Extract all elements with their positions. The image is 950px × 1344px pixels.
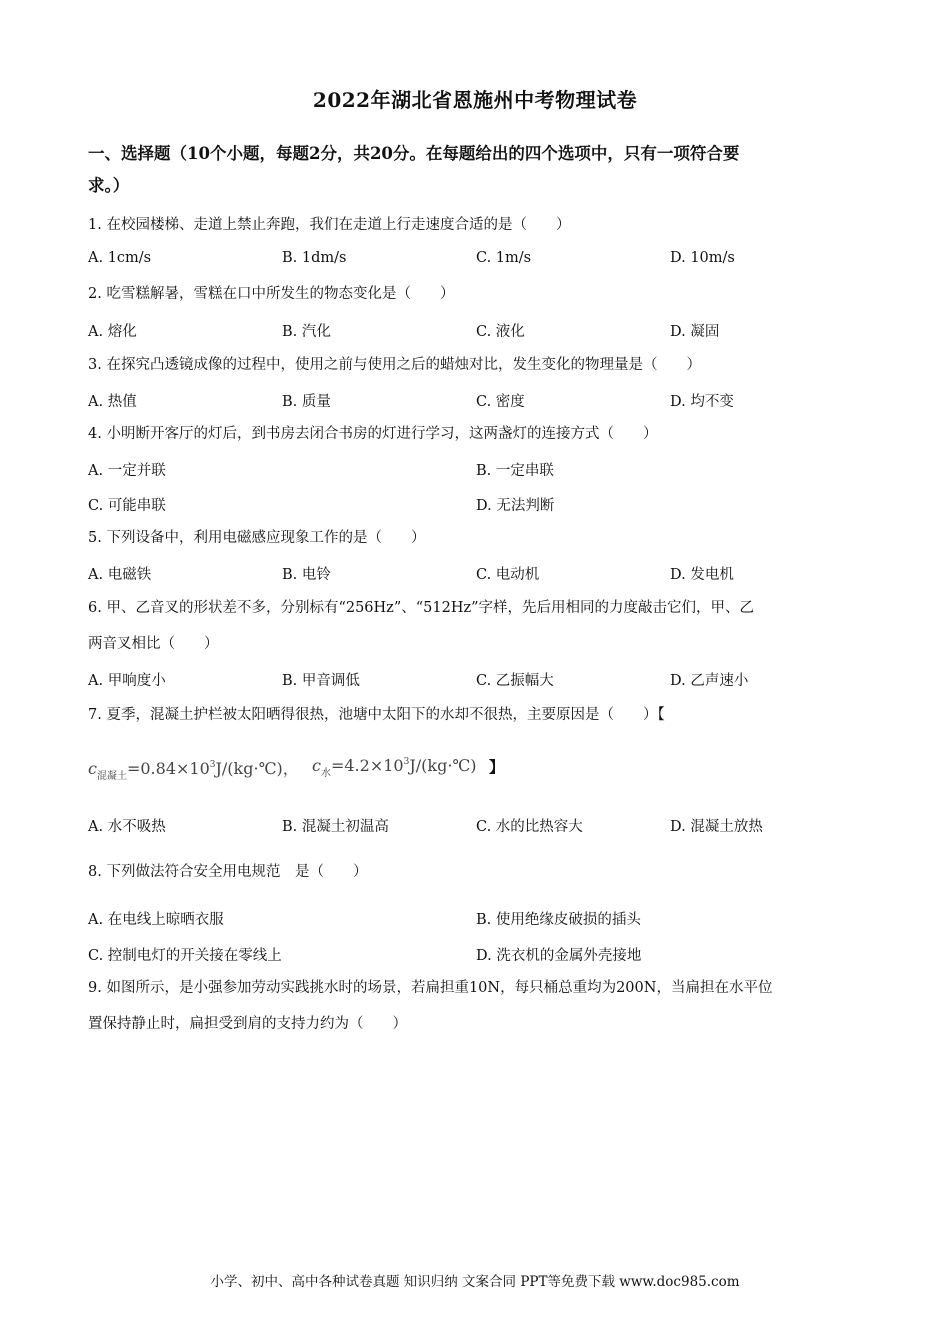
- option-d: D. 凝固: [670, 324, 720, 340]
- section-heading: [88, 138, 878, 202]
- option-a: A. 在电线上晾晒衣服: [88, 912, 224, 928]
- question-4-options-row-1: [88, 459, 878, 479]
- option-d: D. 无法判断: [476, 498, 555, 514]
- option-d: D. 发电机: [670, 567, 734, 583]
- formula-concrete: [88, 756, 299, 782]
- option-c: C. 1m/s: [476, 250, 532, 266]
- formula-unit-water: J/(kg·℃): [409, 756, 477, 775]
- formula-c-symbol: c: [88, 759, 97, 778]
- option-c: C. 可能串联: [88, 498, 166, 514]
- question-6-stem-line-2: 两音叉相比（ ）: [88, 636, 219, 652]
- formula-exponent: 3: [209, 760, 216, 770]
- formula-water: [312, 756, 477, 779]
- option-c: C. 控制电灯的开关接在零线上: [88, 948, 282, 964]
- option-c: C. 电动机: [476, 567, 540, 583]
- question-3-stem: 3. 在探究凸透镜成像的过程中，使用之前与使用之后的蜡烛对比，发生变化的物理量是（ ）: [88, 357, 701, 373]
- formula-concrete-subscript: 混凝土: [96, 771, 127, 782]
- option-a: A. 1cm/s: [88, 250, 152, 266]
- question-8-stem: 8. 下列做法符合安全用电规范 是（ ）: [88, 864, 368, 880]
- question-1-options: [88, 250, 878, 270]
- section-heading-line-2: 求。）: [88, 176, 130, 195]
- formula-concrete-value: =0.84×10: [126, 759, 210, 778]
- option-c: C. 液化: [476, 324, 525, 340]
- option-b: B. 1dm/s: [282, 250, 347, 266]
- question-4-stem: 4. 小明断开客厅的灯后，到书房去闭合书房的灯进行学习，这两盏灯的连接方式（ ）: [88, 426, 658, 442]
- option-d: D. 混凝土放热: [670, 819, 763, 835]
- option-b: B. 混凝土初温高: [282, 819, 389, 835]
- option-a: A. 熔化: [88, 324, 137, 340]
- page-footer: 小学、初中、高中各种试卷真题 知识归纳 文案合同 PPT等免费下载 www.doc985.com: [210, 1274, 740, 1290]
- specific-heat-formula: [88, 752, 878, 786]
- formula-water-value: =4.2×10: [330, 756, 404, 775]
- question-9-stem-line-2: 置保持静止时，扁担受到肩的支持力约为（ ）: [88, 1016, 407, 1032]
- question-2-stem: 2. 吃雪糕解暑，雪糕在口中所发生的物态变化是（ ）: [88, 286, 455, 302]
- question-6-stem-line-1: 6. 甲、乙音叉的形状差不多，分别标有“256Hz”、“512Hz”字样，先后用相同的力度敲击它们，甲、乙: [88, 600, 755, 616]
- option-b: B. 汽化: [282, 324, 331, 340]
- option-b: B. 使用绝缘皮破损的插头: [476, 912, 641, 928]
- formula-c-symbol-water: c: [312, 756, 321, 775]
- question-6-options: [88, 669, 878, 689]
- formula-water-subscript: 水: [320, 768, 331, 779]
- formula-unit: J/(kg·℃)，: [215, 759, 299, 778]
- question-5-stem: 5. 下列设备中，利用电磁感应现象工作的是（ ）: [88, 530, 426, 546]
- formula-closing-bracket: 】: [489, 758, 505, 776]
- question-1-stem: 1. 在校园楼梯、走道上禁止奔跑，我们在走道上行走速度合适的是（ ）: [88, 217, 571, 233]
- option-d: D. 洗衣机的金属外壳接地: [476, 948, 642, 964]
- option-c: C. 水的比热容大: [476, 819, 583, 835]
- question-8-options-row-1: [88, 908, 878, 928]
- option-a: A. 热值: [88, 394, 137, 410]
- question-8-options-row-2: [88, 944, 878, 964]
- option-b: B. 电铃: [282, 567, 331, 583]
- option-d: D. 乙声速小: [670, 673, 749, 689]
- question-7-options: [88, 815, 878, 835]
- option-c: C. 密度: [476, 394, 525, 410]
- question-2-options: [88, 320, 878, 340]
- option-c: C. 乙振幅大: [476, 673, 554, 689]
- option-d: D. 均不变: [670, 394, 734, 410]
- option-a: A. 一定并联: [88, 463, 166, 479]
- option-a: A. 甲响度小: [88, 673, 166, 689]
- question-7-stem: 7. 夏季，混凝土护栏被太阳晒得很热，池塘中太阳下的水却不很热，主要原因是（ ）【: [88, 707, 665, 723]
- option-b: B. 一定串联: [476, 463, 554, 479]
- question-9-stem-line-1: 9. 如图所示，是小强参加劳动实践挑水时的场景，若扁担重10N，每只桶总重均为200N，当扁担在水平位: [88, 980, 773, 996]
- section-heading-line-1: 一、选择题（10个小题，每题2分，共20分。在每题给出的四个选项中，只有一项符合要: [88, 144, 740, 163]
- question-5-options: [88, 563, 878, 583]
- question-3-options: [88, 390, 878, 410]
- option-a: A. 水不吸热: [88, 819, 166, 835]
- option-d: D. 10m/s: [670, 250, 735, 266]
- question-4-options-row-2: [88, 494, 878, 514]
- option-a: A. 电磁铁: [88, 567, 152, 583]
- option-b: B. 甲音调低: [282, 673, 360, 689]
- formula-exponent-water: 3: [403, 757, 410, 767]
- option-b: B. 质量: [282, 394, 331, 410]
- exam-title: 2022年湖北省恩施州中考物理试卷: [312, 88, 638, 112]
